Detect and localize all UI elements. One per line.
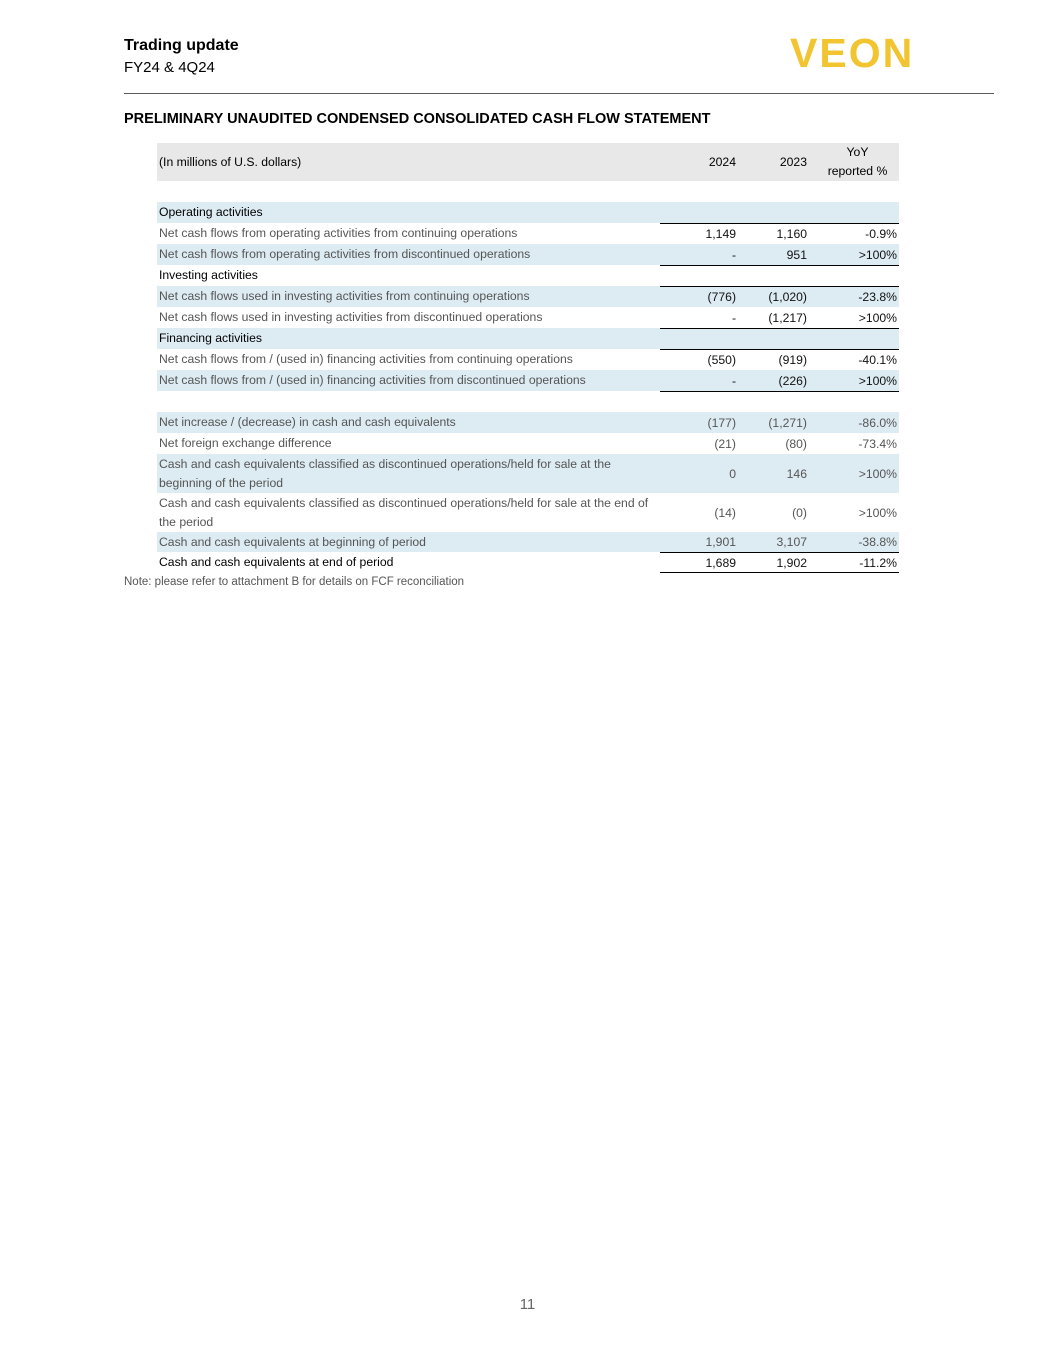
row-label: Net cash flows from / (used in) financing activities from continuing operations [159, 352, 573, 366]
value-yoy: >100% [858, 505, 897, 520]
value-2023: 1,160 [776, 226, 807, 241]
table-row [157, 433, 899, 454]
value-2024: 0 [729, 466, 736, 481]
table-header-row [157, 143, 899, 181]
table-row-total [157, 552, 899, 573]
table-row [157, 286, 899, 307]
table-row [157, 244, 899, 265]
rule-line [660, 328, 899, 329]
table-row [157, 454, 899, 493]
rule-line [660, 572, 899, 573]
value-2024: (14) [714, 505, 736, 520]
value-2024: 1,901 [705, 535, 736, 549]
document-subtitle: FY24 & 4Q24 [124, 59, 215, 76]
value-2023: (1,217) [768, 310, 807, 325]
row-label: Net cash flows from operating activities from continuing operations [159, 226, 518, 240]
row-label: Net increase / (decrease) in cash and cash equivalents [159, 415, 456, 429]
table-row [157, 223, 899, 244]
header-divider [124, 93, 994, 94]
row-label: Net cash flows from operating activities from discontinued operations [159, 247, 531, 261]
value-yoy: >100% [858, 310, 897, 325]
section-row-investing [157, 265, 899, 286]
row-label: Cash and cash equivalents at beginning of period [159, 534, 426, 549]
rule-line [660, 391, 899, 392]
veon-logo: VEON [790, 30, 915, 76]
table-row [157, 493, 899, 532]
row-label: Cash and cash equivalents classified as discontinued operations/held for sale at the beginning of the period [159, 456, 611, 490]
value-yoy: >100% [858, 247, 897, 262]
row-label: Financing activities [159, 331, 262, 345]
column-header-2024: 2024 [708, 155, 736, 169]
table-row [157, 349, 899, 370]
document-title: Trading update [124, 37, 239, 54]
value-2023: (1,020) [768, 289, 807, 304]
value-yoy: >100% [858, 373, 897, 388]
rule-line [660, 223, 899, 224]
table-row [157, 370, 899, 391]
value-2023: (80) [785, 436, 807, 451]
column-header-yoy [816, 143, 899, 181]
value-2023: 1,902 [776, 555, 807, 570]
value-yoy: -38.8% [858, 535, 897, 549]
rule-line [660, 552, 899, 553]
value-2024: 1,689 [705, 555, 736, 570]
column-header-yoy-line1: YoY [846, 145, 869, 159]
footnote: Note: please refer to attachment B for details on FCF reconciliation [124, 576, 465, 588]
value-2023: (226) [778, 373, 807, 388]
value-2024: 1,149 [705, 226, 736, 241]
row-label: Net cash flows from / (used in) financing activities from discontinued operations [159, 373, 586, 387]
row-label: Cash and cash equivalents at end of period [159, 555, 394, 569]
value-2023: 3,107 [776, 535, 807, 549]
row-label: Investing activities [159, 268, 258, 282]
rule-line [660, 265, 899, 266]
row-label: Net foreign exchange difference [159, 436, 332, 450]
row-label: Cash and cash equivalents classified as discontinued operations/held for sale at the end of the period [159, 495, 649, 529]
value-yoy: -73.4% [858, 436, 897, 451]
section-row-financing [157, 328, 899, 349]
value-2024: (776) [707, 289, 736, 304]
page-number: 11 [519, 1296, 536, 1313]
value-2024: (177) [707, 415, 736, 430]
section-row-operating [157, 202, 899, 223]
table-row [157, 307, 899, 328]
value-2024: - [731, 310, 736, 325]
column-header-yoy-line2: reported % [827, 164, 888, 178]
row-label: Net cash flows used in investing activities from continuing operations [159, 289, 530, 303]
value-2023: 951 [786, 247, 807, 262]
value-yoy: -11.2% [859, 555, 897, 570]
table-row [157, 532, 899, 552]
value-2024: - [731, 373, 736, 388]
value-2023: 146 [786, 466, 807, 481]
value-2024: - [731, 247, 736, 262]
value-yoy: -86.0% [858, 415, 897, 430]
value-2023: (919) [778, 352, 807, 367]
row-label: Operating activities [159, 205, 263, 219]
statement-title: PRELIMINARY UNAUDITED CONDENSED CONSOLIDATED CASH FLOW STATEMENT [124, 111, 711, 127]
value-2023: (1,271) [768, 415, 807, 430]
value-2024: (550) [707, 352, 736, 367]
value-2024: (21) [714, 436, 736, 451]
value-yoy: >100% [858, 466, 897, 481]
value-yoy: -0.9% [865, 226, 897, 241]
rule-line [660, 349, 899, 350]
row-label: Net cash flows used in investing activities from discontinued operations [159, 310, 543, 324]
column-header-2023: 2023 [779, 155, 807, 169]
value-yoy: -23.8% [858, 289, 897, 304]
value-yoy: -40.1% [858, 352, 897, 367]
rule-line [660, 286, 899, 287]
column-header-label: (In millions of U.S. dollars) [159, 155, 302, 169]
value-2023: (0) [792, 505, 807, 520]
table-row [157, 412, 899, 433]
